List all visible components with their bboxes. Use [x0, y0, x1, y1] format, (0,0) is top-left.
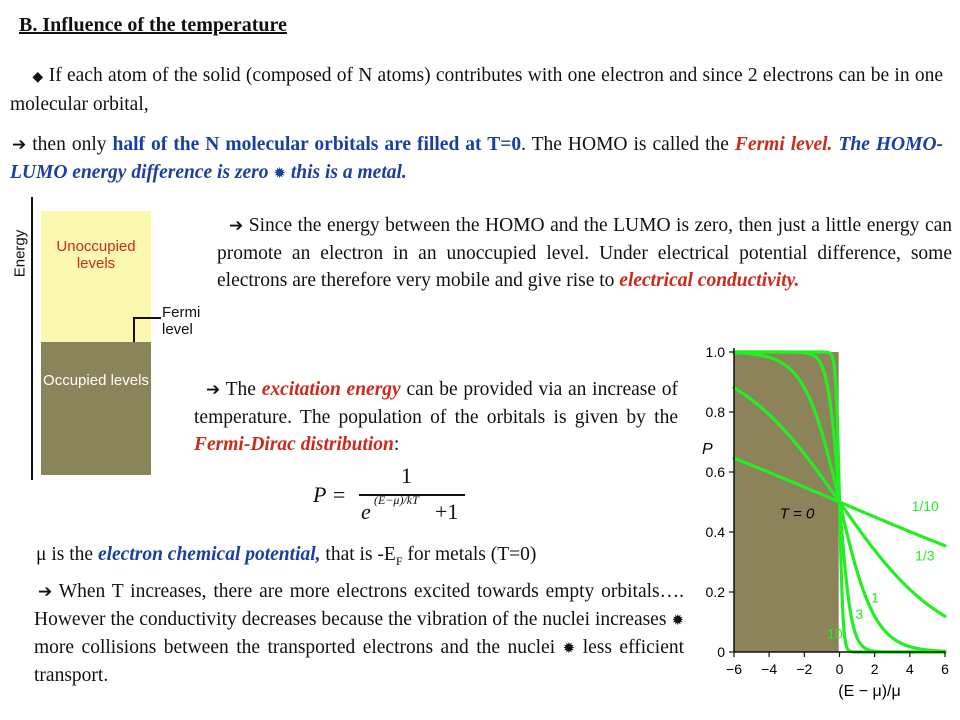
unoccupied-band [41, 211, 151, 342]
text-mid: can be provided via an increase of temperature. The population of the orbitals is given by the [194, 379, 679, 428]
text-post: that is -E [325, 544, 396, 565]
text-part-3: less efficient transport. [34, 637, 685, 686]
formula-plus-one: +1 [435, 499, 459, 524]
text-mid: . The HOMO is called the [521, 134, 729, 155]
highlight-electrical-conductivity: electrical conductivity. [619, 270, 800, 291]
text-part-1: When T increases, there are more electrons excited towards empty orbitals…. However the conductivity decreases because the vibration of the nuclei increases [34, 581, 684, 630]
paragraph-half-filled [10, 131, 943, 187]
unoccupied-label: Unoccupied levels [56, 238, 136, 272]
x-tick-label: 4 [905, 661, 914, 677]
series-label-1: 1 [871, 589, 879, 606]
right-arrow-icon: ➔ [12, 135, 27, 155]
gear-icon: ✹ [273, 164, 286, 182]
paragraph-chemical-potential [36, 541, 686, 575]
x-tick-label: 6 [941, 661, 949, 677]
paragraph-temperature-increase [34, 578, 684, 689]
formula-exponent: (E−μ)/kT [374, 493, 419, 507]
mu-symbol: μ [36, 544, 47, 565]
series-label-1-10: 1/10 [911, 498, 939, 514]
fermi-dirac-chart [690, 335, 960, 720]
text-end: for metals (T=0) [407, 544, 537, 565]
text-lead: then only [32, 134, 107, 155]
highlight-homo-lumo: The HOMO-LUMO energy difference is zero [10, 134, 944, 183]
series-label-3: 3 [855, 606, 864, 622]
fermi-pointer-vertical [133, 318, 135, 342]
x-tick-label: −6 [726, 661, 742, 677]
x-tick-label: 0 [835, 661, 844, 677]
x-tick-label: −2 [796, 661, 813, 677]
section-title: B. Influence of the temperature [19, 14, 287, 36]
paragraph-atoms-electrons [10, 62, 943, 118]
text-end: : [393, 434, 400, 455]
gear-icon: ✹ [562, 639, 576, 657]
occupied-label: Occupied levels [43, 372, 149, 389]
formula-base: e [361, 499, 371, 524]
text-pre: The [225, 379, 256, 400]
formula-numerator: 1 [401, 463, 412, 488]
diamond-bullet-icon: ◆ [32, 69, 44, 85]
band-diagram [0, 190, 210, 490]
right-arrow-icon: ➔ [38, 582, 53, 602]
series-label-1-3: 1/3 [915, 547, 935, 564]
paragraph-conductivity [217, 212, 952, 294]
energy-axis-label: Energy [11, 229, 29, 278]
right-arrow-icon: ➔ [206, 380, 221, 400]
y-tick-label: 1.0 [705, 344, 725, 360]
highlight-metal: this is a metal. [290, 162, 407, 183]
paragraph-excitation [194, 376, 678, 458]
y-tick-label: 0.6 [705, 464, 725, 480]
y-axis-label: P [702, 441, 713, 458]
t0-label: T = 0 [779, 505, 815, 523]
paragraph-text: Since the energy between the HOMO and the LUMO is zero, then just a little energy can promote an electron in an unoccupied level. Under electrical potential difference, some electrons are therefore very mobile and give rise to [217, 215, 953, 291]
y-tick-label: 0.2 [705, 584, 725, 600]
highlight-fermi-dirac: Fermi-Dirac distribution [194, 434, 394, 455]
series-label-10: 10 [827, 625, 843, 642]
x-axis-label: (E − μ)/μ [838, 683, 901, 700]
y-tick-label: 0 [717, 644, 725, 660]
right-arrow-icon: ➔ [229, 216, 244, 236]
gear-icon: ✹ [671, 611, 685, 629]
formula-lhs: P = [313, 482, 347, 507]
y-tick-label: 0.4 [705, 524, 725, 540]
fermi-pointer-horizontal [133, 317, 161, 319]
highlight-fermi-level: Fermi level. [734, 134, 833, 155]
occupied-band [41, 342, 151, 475]
text-part-2: more collisions between the transported electrons and the nuclei [34, 637, 556, 658]
y-tick-label: 0.8 [705, 404, 725, 420]
x-tick-label: −4 [761, 661, 778, 677]
highlight-chemical-potential: electron chemical potential, [97, 544, 321, 565]
paragraph-text: If each atom of the solid (composed of N atoms) contributes with one electron and since 2 electrons can be in one molecular orbital, [10, 65, 943, 115]
subscript-f: F [395, 553, 403, 568]
text-pre: is the [51, 544, 94, 565]
highlight-excitation-energy: excitation energy [261, 379, 401, 400]
fermi-dirac-formula [313, 465, 473, 527]
x-tick-label: 2 [870, 661, 879, 677]
highlight-half-filled: half of the N molecular orbitals are filled at T=0 [112, 134, 522, 155]
fermi-level-label: Fermi level [162, 304, 201, 338]
energy-axis-line [31, 197, 33, 480]
